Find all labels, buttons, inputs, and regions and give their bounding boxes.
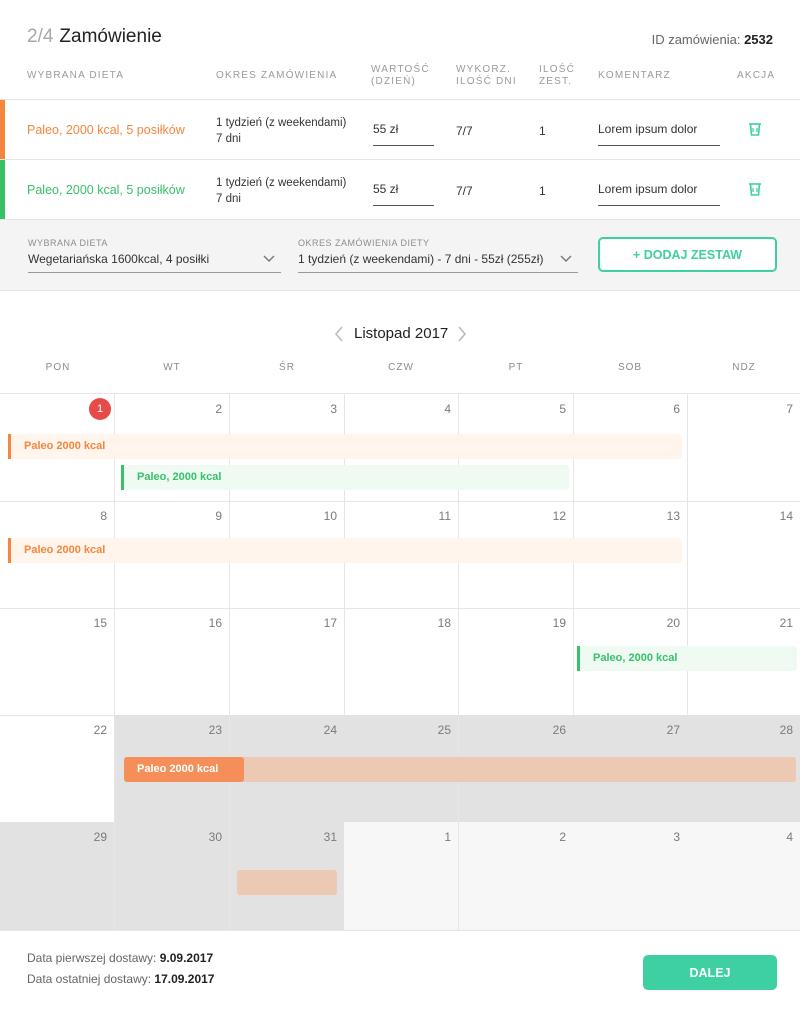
day-number: 24	[323, 723, 337, 737]
chevron-down-icon	[263, 255, 275, 263]
day-cell[interactable]	[115, 608, 230, 716]
row-period-line1: 1 tydzień (z weekendami)	[216, 117, 347, 129]
weekday-sat: SOB	[617, 362, 643, 373]
day-number: 17	[323, 616, 337, 630]
add-set-panel	[0, 219, 800, 291]
row-diet: Paleo, 2000 kcal, 5 posiłków	[27, 123, 185, 137]
row-days: 7/7	[456, 184, 473, 198]
order-id	[652, 32, 773, 47]
day-number: 25	[437, 723, 451, 737]
day-cell[interactable]	[687, 501, 800, 609]
col-days	[456, 64, 517, 88]
day-number: 2	[559, 830, 566, 844]
first-delivery-label: Data pierwszej dostawy:	[27, 951, 157, 965]
row-period-line2: 7 dni	[216, 133, 241, 145]
day-number: 8	[100, 509, 107, 523]
day-cell	[344, 822, 459, 931]
calendar-event[interactable]: Paleo, 2000 kcal	[577, 646, 797, 671]
weekday-thu: CZW	[388, 362, 414, 373]
col-diet: WYBRANA DIETA	[27, 70, 125, 81]
row-period-line2: 7 dni	[216, 193, 241, 205]
day-cell	[0, 822, 115, 931]
period-select[interactable]	[298, 249, 578, 273]
trash-icon[interactable]	[746, 180, 764, 198]
diet-select-value: Wegetariańska 1600kcal, 4 posiłki	[28, 252, 210, 266]
step-number: 2/4	[27, 26, 54, 47]
day-number: 31	[323, 830, 337, 844]
unavailable-hatch	[115, 882, 229, 930]
today-marker: 1	[89, 398, 111, 420]
day-number: 15	[93, 616, 107, 630]
col-period: OKRES ZAMÓWIENIA	[216, 70, 338, 81]
col-qty-line2: ZEST.	[539, 76, 573, 87]
row-period-line1: 1 tydzień (z weekendami)	[216, 177, 347, 189]
day-number: 28	[779, 723, 793, 737]
calendar-event-badge[interactable]: Paleo 2000 kcal	[124, 757, 244, 782]
weekday-fri: PT	[508, 362, 524, 373]
weekday-wed: ŚR	[279, 362, 295, 373]
day-number: 21	[779, 616, 793, 630]
day-cell[interactable]	[344, 608, 459, 716]
day-number: 23	[208, 723, 222, 737]
day-number: 3	[330, 402, 337, 416]
day-number: 4	[444, 402, 451, 416]
day-number: 7	[786, 402, 793, 416]
day-number: 3	[673, 830, 680, 844]
day-number: 16	[208, 616, 222, 630]
day-cell[interactable]	[459, 608, 574, 716]
row-value-field[interactable]: 55 zł	[373, 180, 434, 206]
chevron-left-icon[interactable]	[333, 325, 345, 343]
day-cell	[459, 822, 574, 931]
row-period	[216, 115, 346, 147]
day-number: 18	[437, 616, 451, 630]
calendar-event[interactable]: Paleo 2000 kcal	[8, 434, 682, 459]
chevron-down-icon	[560, 255, 572, 263]
row-qty: 1	[539, 124, 546, 138]
day-number: 22	[93, 723, 107, 737]
first-delivery	[27, 951, 213, 965]
day-number: 26	[552, 723, 566, 737]
day-number: 12	[552, 509, 566, 523]
table-row	[0, 160, 800, 220]
day-cell	[115, 822, 230, 931]
row-comment-field[interactable]: Lorem ipsum dolor	[598, 180, 720, 206]
day-number: 9	[215, 509, 222, 523]
next-button[interactable]: DALEJ	[643, 955, 777, 990]
day-number: 10	[323, 509, 337, 523]
row-color-bar	[0, 100, 5, 160]
add-set-button[interactable]: + DODAJ ZESTAW	[598, 237, 777, 272]
day-number: 13	[666, 509, 680, 523]
first-delivery-value: 9.09.2017	[159, 951, 214, 965]
last-delivery	[27, 972, 214, 986]
col-value-line1: WARTOŚĆ	[371, 64, 430, 75]
col-qty	[539, 64, 575, 88]
calendar-event[interactable]: Paleo, 2000 kcal	[121, 465, 569, 490]
calendar-grid	[0, 393, 800, 930]
row-qty: 1	[539, 184, 546, 198]
table-row	[0, 100, 800, 160]
day-number: 2	[215, 402, 222, 416]
day-number: 11	[438, 509, 451, 523]
last-delivery-label: Data ostatniej dostawy:	[27, 972, 152, 986]
col-action: AKCJA	[737, 70, 776, 81]
day-cell[interactable]	[230, 608, 345, 716]
col-qty-line1: ILOŚĆ	[539, 64, 576, 75]
col-value	[371, 64, 430, 88]
calendar-event-bar[interactable]	[236, 757, 796, 782]
day-cell[interactable]	[687, 394, 800, 502]
day-cell	[573, 822, 688, 931]
day-number: 20	[666, 616, 680, 630]
order-id-label: ID zamówienia:	[651, 32, 741, 47]
diet-select[interactable]	[28, 249, 281, 273]
step-title	[27, 26, 162, 48]
row-value-field[interactable]: 55 zł	[373, 120, 434, 146]
order-id-value: 2532	[744, 32, 773, 47]
row-diet: Paleo, 2000 kcal, 5 posiłków	[27, 183, 185, 197]
page-title: Zamówienie	[59, 26, 162, 47]
col-days-line1: WYKORZ.	[456, 64, 512, 75]
row-comment-field[interactable]: Lorem ipsum dolor	[598, 120, 720, 146]
month-navigation	[0, 323, 800, 345]
last-delivery-value: 17.09.2017	[154, 972, 215, 986]
col-comment: KOMENTARZ	[598, 70, 671, 81]
day-number: 27	[666, 723, 680, 737]
day-number: 5	[559, 402, 566, 416]
row-color-bar	[0, 160, 5, 220]
trash-icon[interactable]	[746, 120, 764, 138]
day-number: 6	[673, 402, 680, 416]
row-days: 7/7	[456, 124, 473, 138]
diet-select-label: WYBRANA DIETA	[28, 238, 108, 248]
unavailable-hatch	[0, 882, 114, 930]
day-number: 14	[779, 509, 793, 523]
period-select-label: OKRES ZAMÓWIENIA DIETY	[298, 238, 430, 248]
calendar-event[interactable]: Paleo 2000 kcal	[8, 538, 682, 563]
weekday-sun: NDZ	[732, 362, 756, 373]
day-cell[interactable]	[0, 608, 115, 716]
month-title: Listopad 2017	[354, 325, 449, 342]
day-cell	[687, 822, 800, 931]
day-cell[interactable]	[0, 715, 115, 823]
day-number: 30	[208, 830, 222, 844]
day-number: 4	[786, 830, 793, 844]
day-number: 19	[552, 616, 566, 630]
weekday-tue: WT	[163, 362, 181, 373]
col-days-line2: ILOŚĆ DNI	[456, 76, 517, 87]
calendar-event-bar[interactable]	[237, 870, 337, 895]
weekday-mon: PON	[45, 362, 71, 373]
chevron-right-icon[interactable]	[456, 325, 468, 343]
row-period	[216, 175, 346, 207]
day-number: 29	[93, 830, 107, 844]
day-number: 1	[444, 830, 451, 844]
period-select-value: 1 tydzień (z weekendami) - 7 dni - 55zł (255zł)	[298, 252, 544, 266]
col-value-line2: (DZIEŃ)	[371, 76, 417, 87]
